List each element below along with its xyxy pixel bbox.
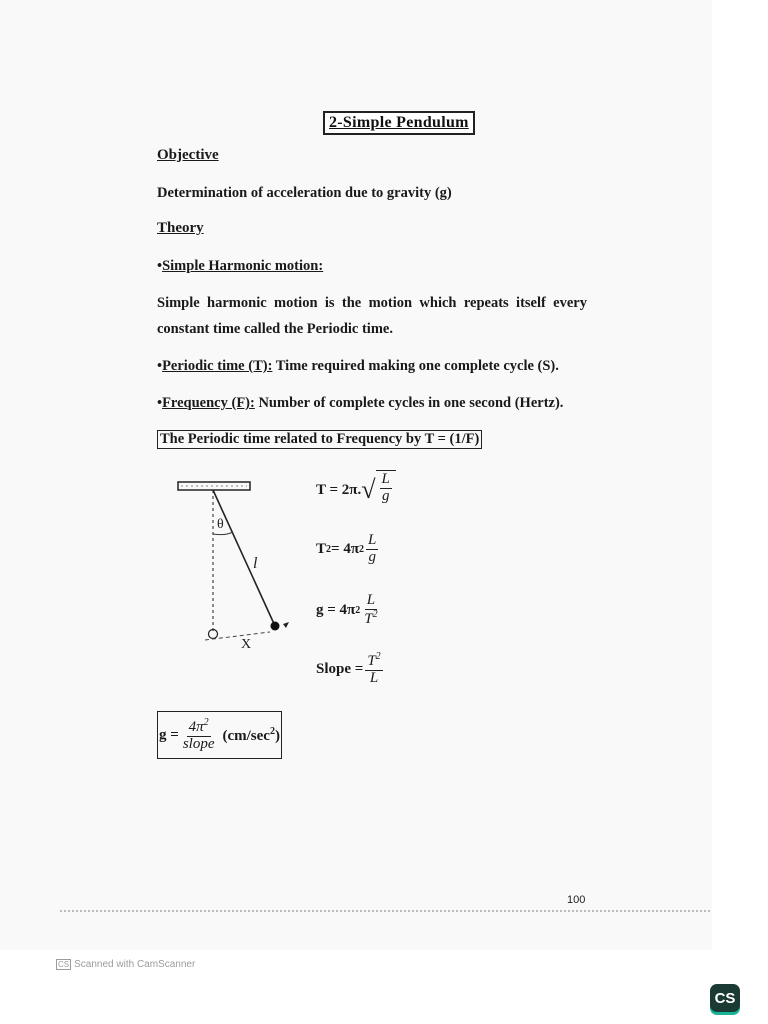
fraction-T2-over-L: [365, 652, 382, 687]
page-title: 2-Simple Pendulum: [323, 111, 475, 135]
exponent: 2: [355, 604, 361, 616]
formula-mid: = 4π: [331, 540, 360, 557]
camscanner-logo-icon[interactable]: CS: [710, 984, 740, 1012]
fraction-L-over-T2: [362, 593, 379, 628]
exponent: 2: [326, 543, 332, 555]
bullet-dot: •: [157, 395, 163, 411]
shm-line-1: Simple harmonic motion is the motion which repeats itself every: [157, 295, 587, 311]
fraction-denominator: g: [368, 548, 376, 565]
formula-period: [316, 470, 396, 510]
objective-heading: Objective: [157, 147, 219, 163]
formula-period-lhs: T = 2π.: [316, 481, 362, 498]
slope-lhs: Slope =: [316, 660, 364, 677]
length-label: l: [253, 555, 258, 572]
g-unit: [222, 726, 279, 745]
exponent: 2: [359, 543, 365, 555]
fraction-denominator: g: [381, 487, 390, 504]
shm-definition: [157, 290, 587, 342]
fraction-4pi2-over-slope: [181, 718, 217, 753]
formula-slope: [316, 652, 385, 687]
arrow-head: [283, 622, 289, 628]
formula-lhs: g = 4π: [316, 601, 356, 618]
pendulum-string: [213, 490, 275, 626]
theta-label: θ: [217, 517, 224, 532]
displacement-line: [205, 632, 270, 640]
shm-heading: Simple Harmonic motion:: [162, 258, 324, 274]
pendulum-diagram: [165, 476, 305, 651]
shm-line-2: constant time called the Periodic time.: [157, 321, 393, 337]
radical-sign: √: [361, 475, 376, 504]
formula-gravity: [316, 593, 382, 628]
shm-heading-line: [157, 253, 323, 279]
bullet-dot: •: [157, 258, 163, 274]
fraction-numerator: L: [381, 471, 390, 487]
square-root: [361, 470, 396, 510]
fraction-denominator: slope: [182, 735, 215, 752]
periodic-time-text: Time required making one complete cycle (S).: [272, 358, 559, 374]
exponent: 2: [372, 608, 378, 620]
fraction-L-over-g: [380, 472, 392, 505]
numerator-base: T: [367, 653, 376, 669]
pendulum-support: [178, 482, 250, 490]
frequency-line: [157, 390, 563, 416]
numerator-base: 4π: [188, 718, 204, 735]
fraction-numerator: L: [368, 532, 377, 548]
fraction-L-over-g: [366, 533, 378, 566]
g-lhs: g =: [159, 726, 179, 743]
displacement-label: X: [241, 637, 252, 651]
exponent: 2: [203, 716, 209, 728]
unit-text: (cm/sec: [222, 727, 270, 744]
fraction-numerator: [365, 652, 382, 671]
denominator-base: T: [364, 610, 373, 627]
frequency-text: Number of complete cycles in one second (Hertz).: [254, 395, 564, 411]
radical-body: [376, 470, 396, 510]
camscanner-watermark: [56, 959, 195, 970]
theory-heading: Theory: [157, 220, 204, 236]
periodic-time-line: [157, 353, 559, 379]
fraction-denominator: L: [369, 669, 379, 686]
watermark-text: Scanned with CamScanner: [74, 959, 196, 970]
camscanner-icon: CS: [58, 960, 70, 969]
exponent: 2: [375, 651, 381, 662]
unit-close: ): [274, 727, 280, 744]
footer-dotted-line: [60, 910, 710, 914]
fraction-numerator: [187, 718, 211, 737]
bullet-dot: •: [157, 358, 163, 374]
frequency-label: Frequency (F):: [162, 395, 255, 411]
fraction-denominator: [362, 610, 379, 628]
objective-text: Determination of acceleration due to gravity (g): [157, 185, 452, 201]
theta-arc: [213, 532, 233, 535]
gravity-result-box: [157, 711, 282, 759]
period-frequency-box: The Periodic time related to Frequency by T = (1/F): [157, 430, 482, 449]
periodic-time-label: Periodic time (T):: [162, 358, 273, 374]
formula-period-squared: [316, 533, 380, 566]
fraction-numerator: L: [366, 592, 376, 608]
pendulum-bob: [271, 622, 280, 631]
formula-lhs: T: [316, 540, 327, 557]
exponent: 2: [269, 725, 275, 737]
page-number: 100: [567, 894, 586, 906]
